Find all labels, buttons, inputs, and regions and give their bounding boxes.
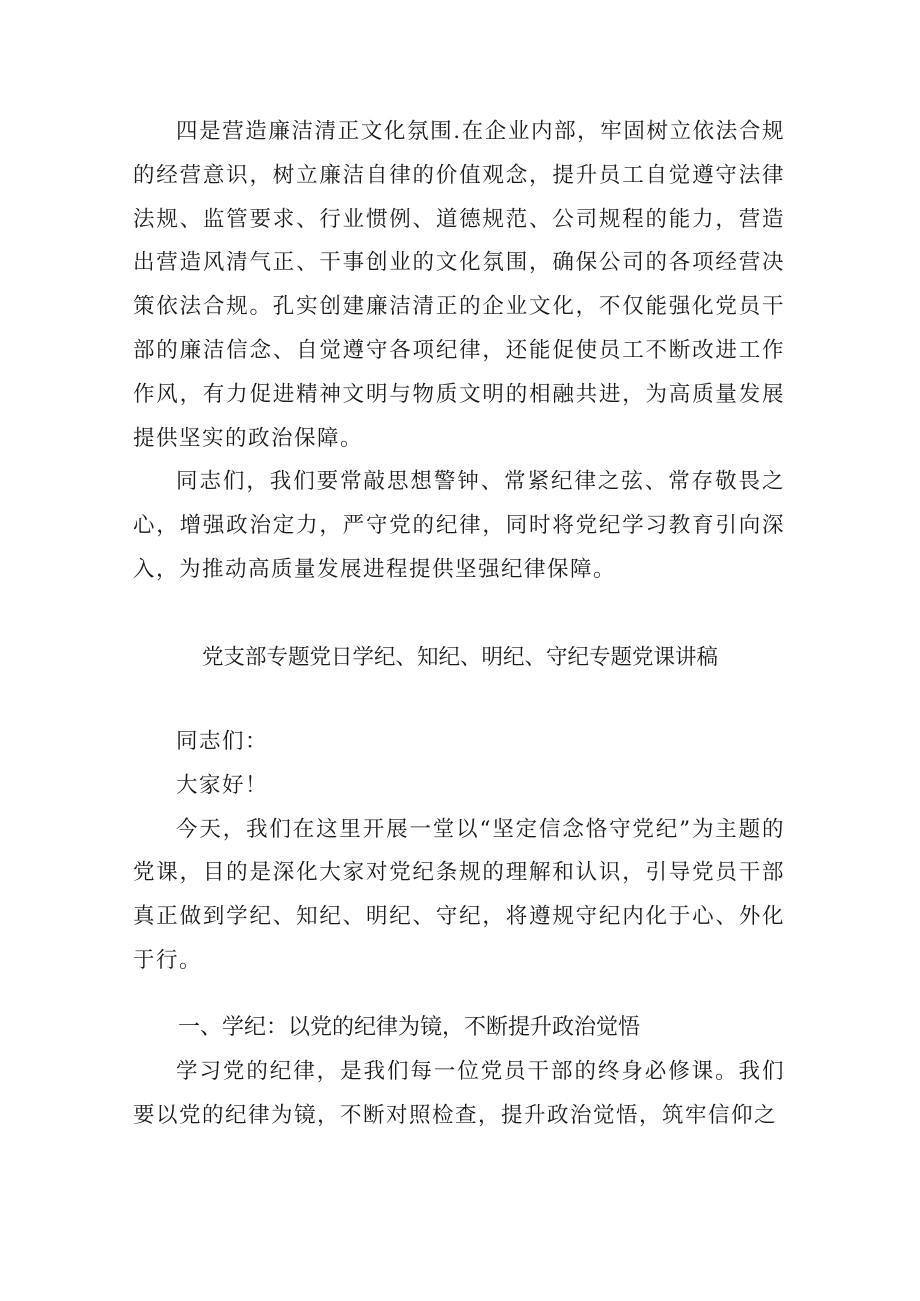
- text-block-opening: [133, 720, 785, 983]
- paragraph-greeting: 大家好！: [176, 772, 269, 798]
- text-block-section-1: [133, 1050, 785, 1138]
- paragraph-salutation: 同志们：: [176, 729, 269, 754]
- document-title: 党支部专题党日学纪、知纪、明纪、守纪专题党课讲稿: [201, 645, 718, 670]
- paragraph-section-1: 学习党的纪律，是我们每一位党员干部的终身必修课。我们要以党的纪律为镜，不断对照检查，提升政治觉悟，筑牢信仰之: [133, 1059, 785, 1128]
- text-block-top: [133, 110, 785, 592]
- paragraph-intro: 今天，我们在这里开展一堂以“坚定信念恪守党纪”为主题的党课，目的是深化大家对党纪条规的理解和认识，引导党员干部真正做到学纪、知纪、明纪、守纪，将遵规守纪内化于心、外化于行。: [133, 816, 785, 973]
- paragraph-culture: 四是营造廉洁清正文化氛围.在企业内部，牢固树立依法合规的经营意识，树立廉洁自律的价值观念，提升员工自觉遵守法律法规、监管要求、行业惯例、道德规范、公司规程的能力，营造出营造风清气正、干事创业的文化氛围，确保公司的各项经营决策依法合规。孔实创建廉洁清正的企业文化，不仅能强化党员干部的廉洁信念、自觉遵守各项纪律，还能促使员工不断改进工作作风，有力促进精神文明与物质文明的相融共进，为高质量发展提供坚实的政治保障。: [133, 119, 785, 451]
- paragraph-comrades-closing: 同志们，我们要常敲思想警钟、常紧纪律之弦、常存敬畏之心，增强政治定力，严守党的纪律，同时将党纪学习教育引向深入，为推动高质量发展进程提供坚强纪律保障。: [133, 469, 785, 582]
- section-heading-1: 一、学纪：以党的纪律为镜，不断提升政治觉悟: [178, 1015, 641, 1040]
